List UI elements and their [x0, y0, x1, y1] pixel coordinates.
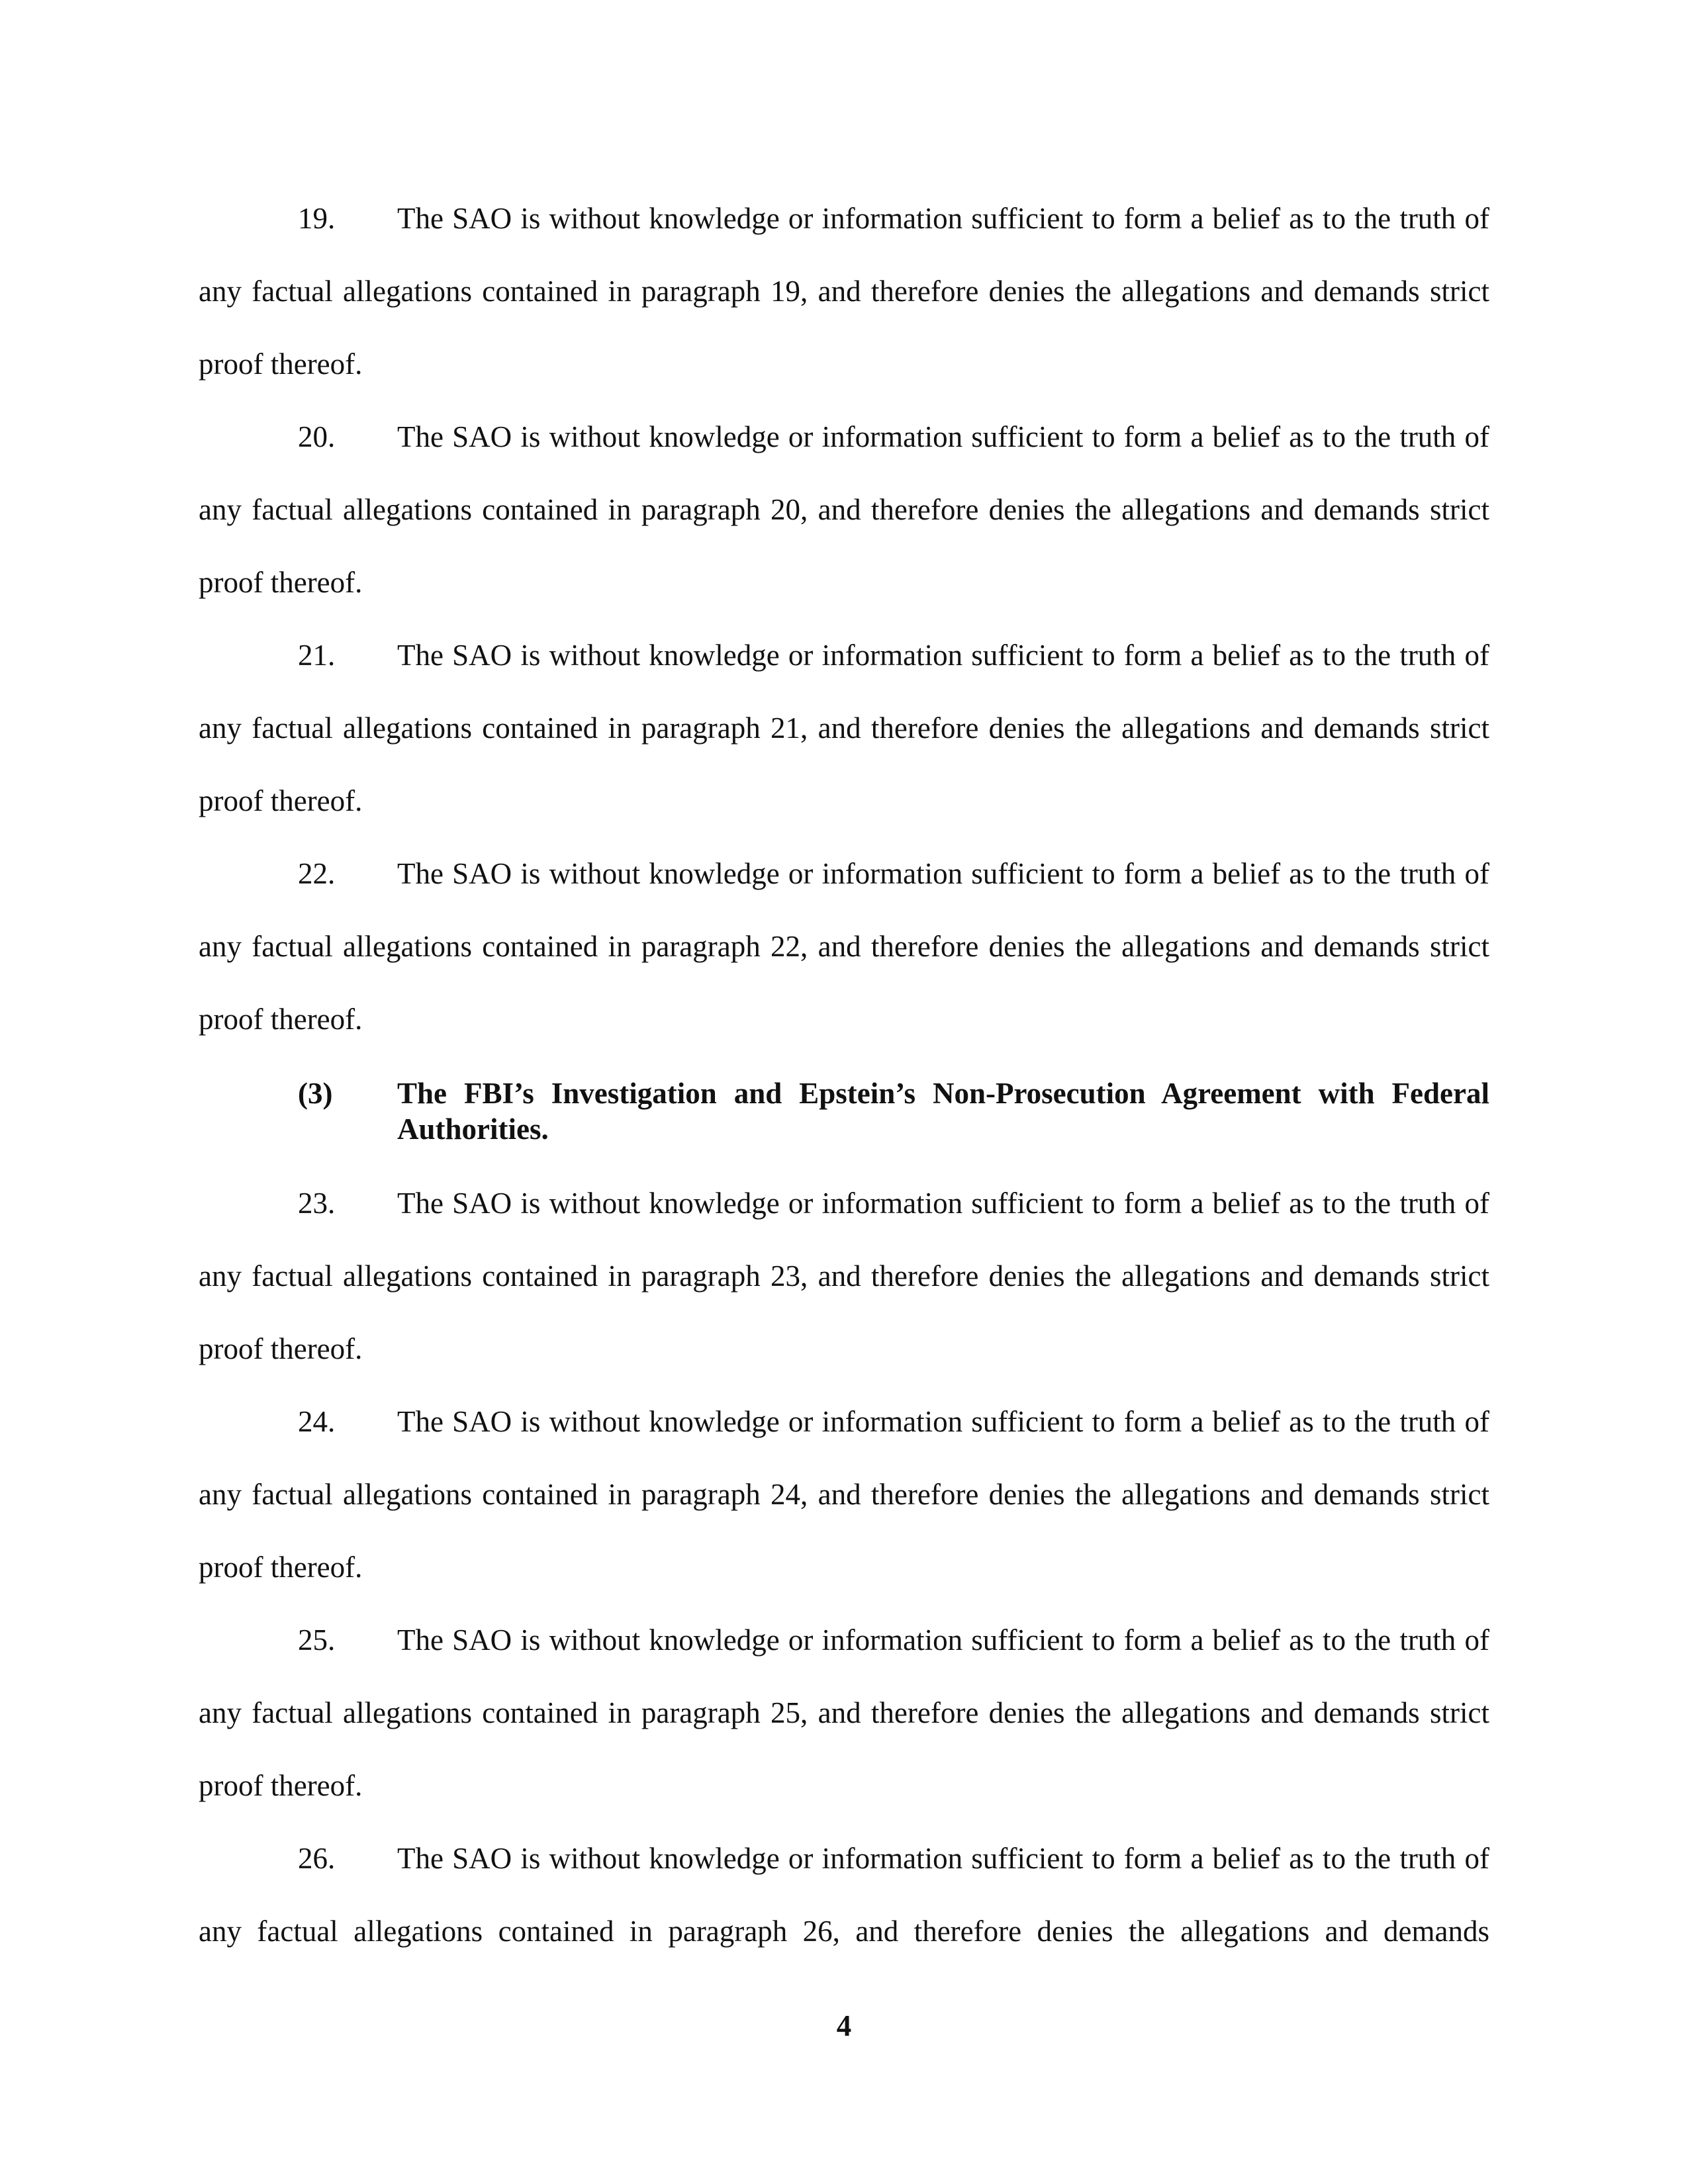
paragraph-text: The SAO is without knowledge or information sufficient to form a belief as to the truth of any factual allegations contained in paragraph 26, and therefore denies the allegations and demands — [199, 1842, 1489, 1948]
paragraph-23 — [199, 1167, 1489, 1385]
paragraph-text: The SAO is without knowledge or information sufficient to form a belief as to the truth of any factual allegations contained in paragraph 21, and therefore denies the allegations and demands strict proof thereof. — [199, 639, 1489, 817]
page-number: 4 — [836, 2009, 852, 2042]
paragraph-number: 24. — [298, 1405, 336, 1438]
paragraph-text: The SAO is without knowledge or information sufficient to form a belief as to the truth of any factual allegations contained in paragraph 22, and therefore denies the allegations and demands strict proof thereof. — [199, 857, 1489, 1036]
paragraph-22 — [199, 837, 1489, 1056]
paragraph-25 — [199, 1604, 1489, 1822]
paragraph-21 — [199, 619, 1489, 837]
paragraph-20 — [199, 400, 1489, 619]
paragraph-number: 25. — [298, 1623, 336, 1657]
paragraph-24 — [199, 1385, 1489, 1604]
paragraph-text: The SAO is without knowledge or information sufficient to form a belief as to the truth of any factual allegations contained in paragraph 23, and therefore denies the allegations and demands strict proof thereof. — [199, 1187, 1489, 1365]
paragraph-number: 21. — [298, 639, 336, 672]
section-heading — [298, 1075, 1489, 1147]
paragraph-text: The SAO is without knowledge or information sufficient to form a belief as to the truth of any factual allegations contained in paragraph 20, and therefore denies the allegations and demands strict proof thereof. — [199, 420, 1489, 599]
paragraph-text: The SAO is without knowledge or information sufficient to form a belief as to the truth of any factual allegations contained in paragraph 19, and therefore denies the allegations and demands strict proof thereof. — [199, 202, 1489, 381]
paragraph-number: 26. — [298, 1842, 336, 1875]
paragraph-number: 19. — [298, 202, 336, 235]
section-heading-number: (3) — [298, 1077, 333, 1110]
paragraph-text: The SAO is without knowledge or information sufficient to form a belief as to the truth of any factual allegations contained in paragraph 25, and therefore denies the allegations and demands strict proof thereof. — [199, 1623, 1489, 1802]
paragraph-number: 22. — [298, 857, 336, 890]
paragraph-number: 23. — [298, 1187, 336, 1220]
paragraph-number: 20. — [298, 420, 336, 453]
paragraph-26 — [199, 1822, 1489, 1968]
paragraph-text: The SAO is without knowledge or information sufficient to form a belief as to the truth of any factual allegations contained in paragraph 24, and therefore denies the allegations and demands strict proof thereof. — [199, 1405, 1489, 1584]
section-heading-text: The FBI’s Investigation and Epstein’s Non-Prosecution Agreement with Federal Authorities. — [397, 1077, 1489, 1146]
paragraph-19 — [199, 182, 1489, 400]
